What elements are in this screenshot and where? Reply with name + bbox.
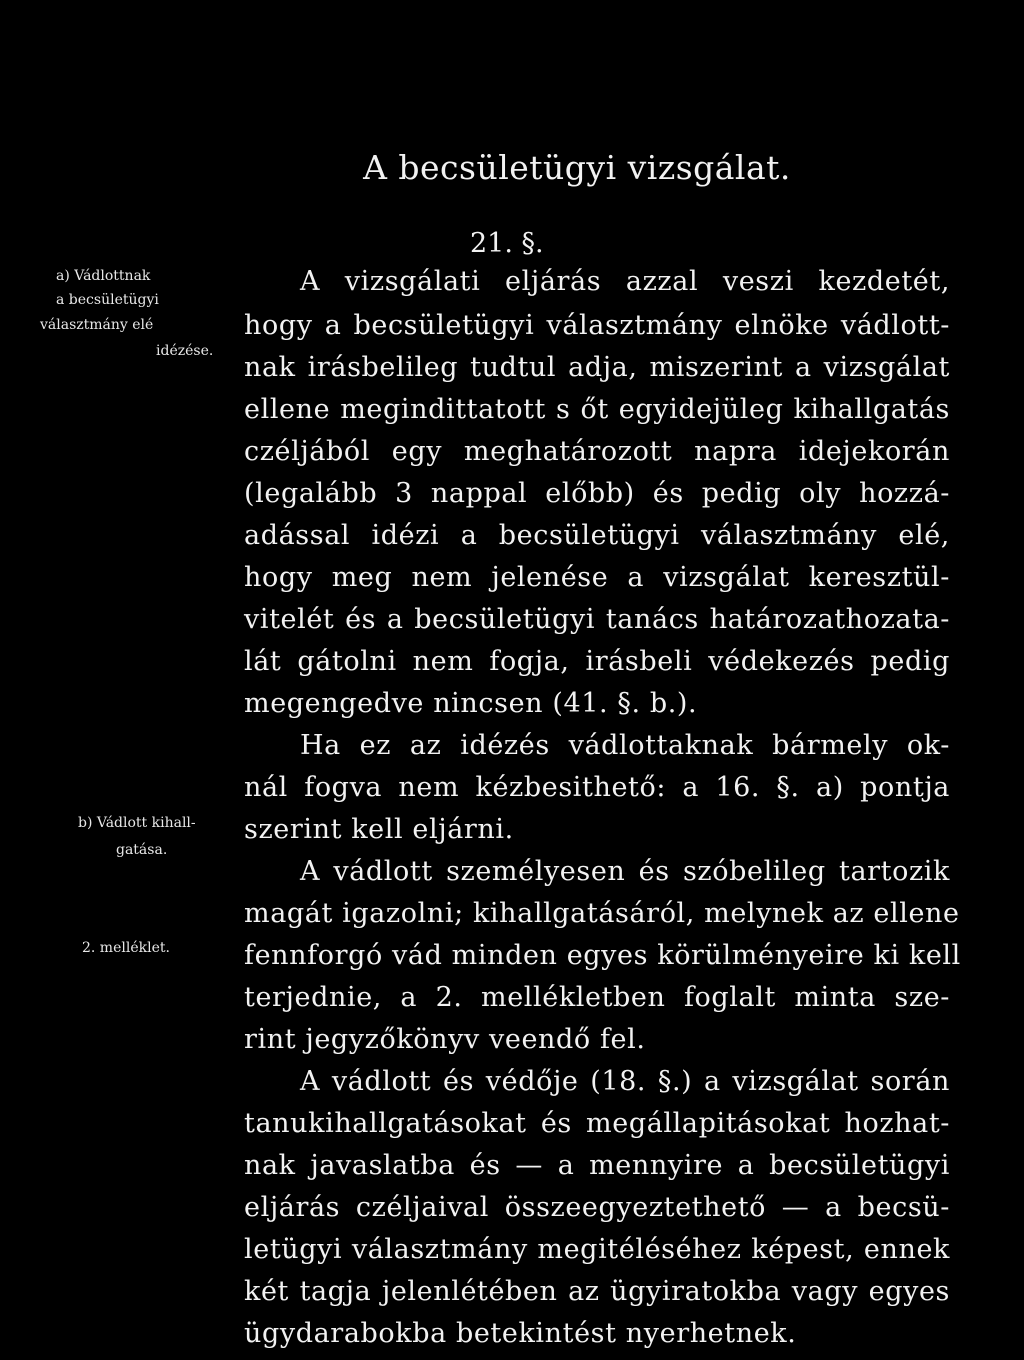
section-number: 21. §. <box>470 228 544 259</box>
text-line: vitelét és a becsületügyi tanács határozathozata- <box>244 604 950 635</box>
text-line: két tagja jelenlétében az ügyiratokba vagy egyes <box>244 1276 950 1307</box>
text-line: eljárás czéljaival összeegyeztethető — a becsü- <box>244 1192 950 1223</box>
text-line: czéljából egy meghatározott napra idejekorán <box>244 436 950 467</box>
text-line: letügyi választmány megitéléséhez képest, ennek <box>244 1234 950 1265</box>
text-line: rint jegyzőkönyv veendő fel. <box>244 1024 646 1055</box>
text-line: A vádlott és védője (18. §.) a vizsgálat során <box>300 1066 950 1097</box>
text-line: lát gátolni nem fogja, irásbeli védekezés pedig <box>244 646 950 677</box>
text-line: ügydarabokba betekintést nyerhetnek. <box>244 1318 797 1349</box>
page-title: A becsületügyi vizsgálat. <box>363 148 791 187</box>
margin-note-a-3: választmány elé <box>40 317 154 333</box>
margin-note-a-4: idézése. <box>156 343 214 359</box>
text-line: magát igazolni; kihallgatásáról, melynek az ellene <box>244 898 960 929</box>
text-line: terjednie, a 2. mellékletben foglalt minta sze- <box>244 982 950 1013</box>
margin-note-b-2: gatása. <box>116 842 168 858</box>
text-line: A vádlott személyesen és szóbelileg tartozik <box>300 856 950 887</box>
text-line: szerint kell eljárni. <box>244 814 514 845</box>
text-line: nak javaslatba és — a mennyire a becsületügyi <box>244 1150 950 1181</box>
text-line: adással idézi a becsületügyi választmány elé, <box>244 520 950 551</box>
text-line: tanukihallgatásokat és megállapitásokat hozhat- <box>244 1108 950 1139</box>
text-line: nál fogva nem kézbesithető: a 16. §. a) pontja <box>244 772 950 803</box>
text-line: megengedve nincsen (41. §. b.). <box>244 688 698 719</box>
margin-note-attachment: 2. melléklet. <box>82 940 170 956</box>
margin-note-a-1: a) Vádlottnak <box>56 268 151 284</box>
text-line: ellene megindittatott s őt egyidejüleg kihallgatás <box>244 394 950 425</box>
text-line: nak irásbelileg tudtul adja, miszerint a vizsgálat <box>244 352 950 383</box>
text-line: (legalább 3 nappal előbb) és pedig oly hozzá- <box>244 478 950 509</box>
text-line: fennforgó vád minden egyes körülményeire ki kell <box>244 940 961 971</box>
text-line: hogy a becsületügyi választmány elnöke vádlott- <box>244 310 950 341</box>
text-line: hogy meg nem jelenése a vizsgálat keresztül- <box>244 562 950 593</box>
text-line: A vizsgálati eljárás azzal veszi kezdetét, <box>300 266 950 297</box>
text-line: Ha ez az idézés vádlottaknak bármely ok- <box>300 730 950 761</box>
margin-note-a-2: a becsületügyi <box>56 292 159 308</box>
margin-note-b-1: b) Vádlott kihall- <box>78 815 196 831</box>
